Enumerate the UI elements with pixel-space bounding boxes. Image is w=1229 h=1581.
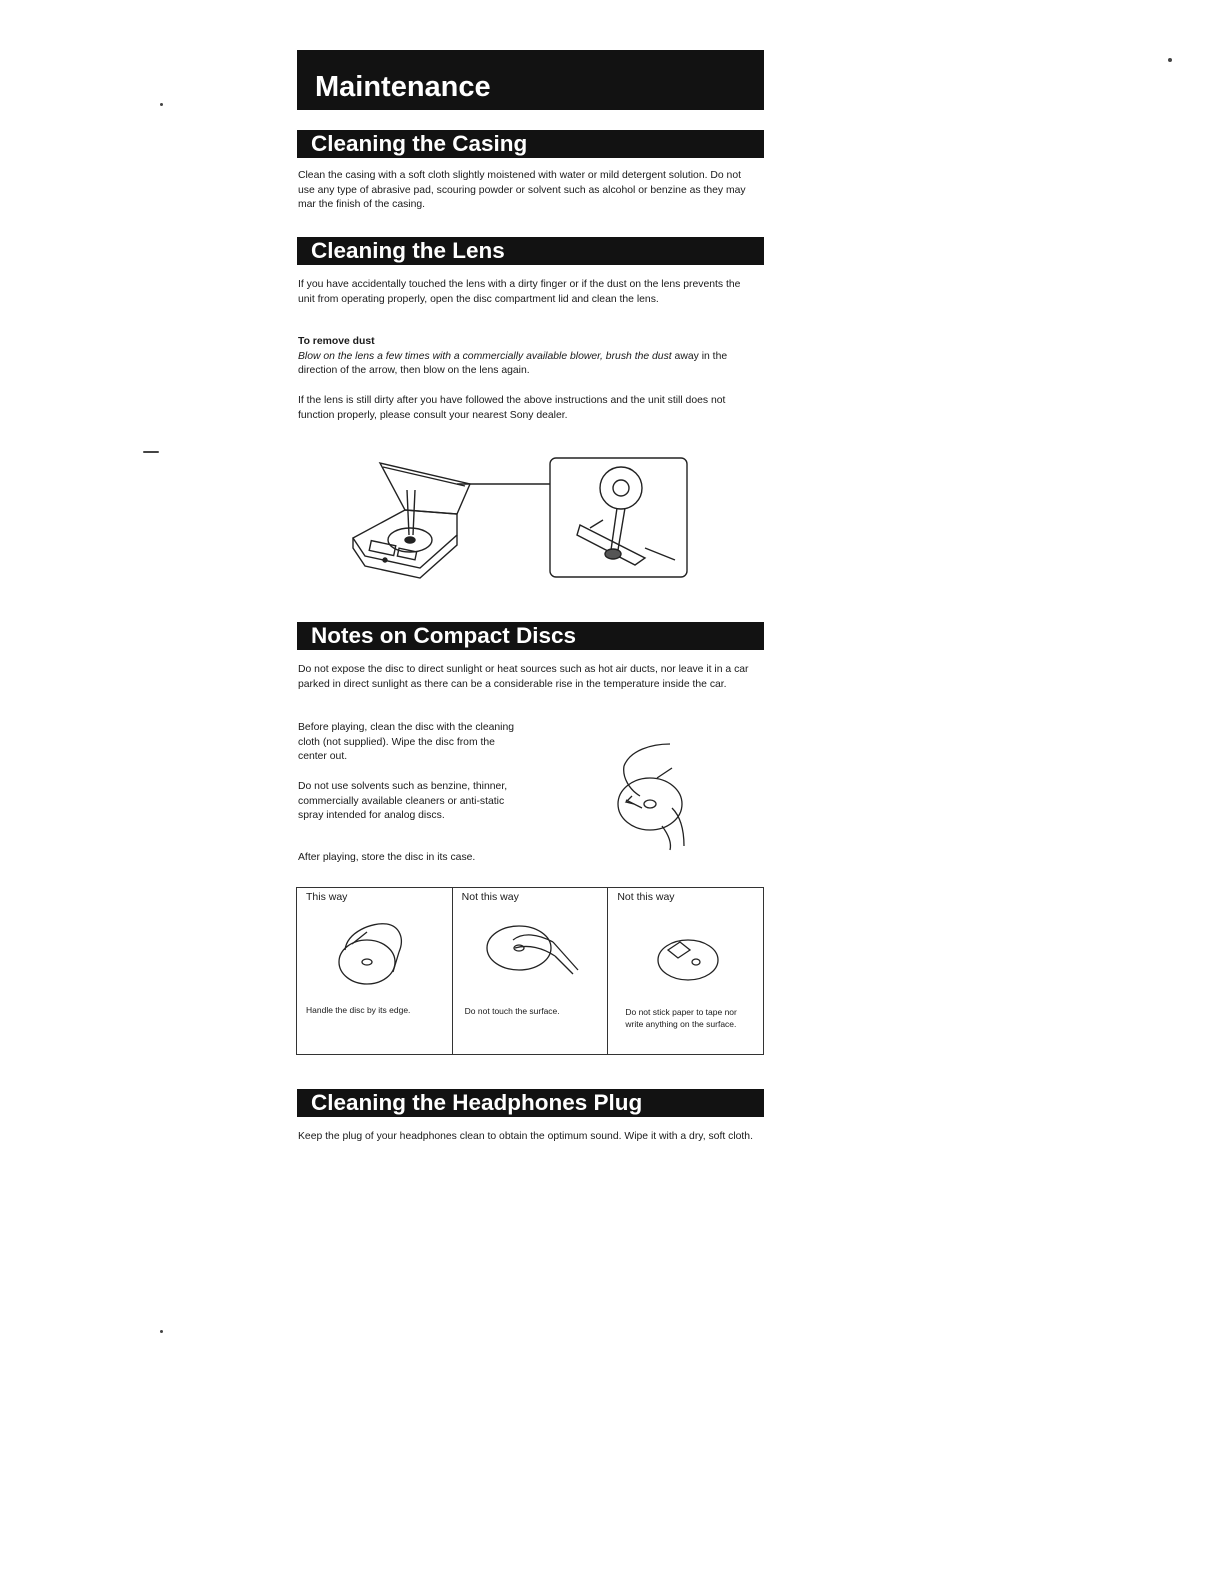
- discs-before-playing: Before playing, clean the disc with the cleaning cloth (not supplied). Wipe the disc from the center out.: [298, 722, 515, 762]
- cell-heading: Not this way: [461, 891, 519, 903]
- cell-caption: Do not touch the surface.: [464, 1006, 560, 1016]
- section-heading-plug: Cleaning the Headphones Plug: [297, 1089, 764, 1117]
- section-heading-lens: Cleaning the Lens: [297, 237, 764, 265]
- disc-with-paper-icon: [638, 912, 738, 992]
- remove-dust-text: away in the direction of the arrow, then blow on the lens again.: [298, 350, 728, 376]
- section-heading-casing: Cleaning the Casing: [297, 130, 764, 158]
- table-cell-this-way: [297, 888, 452, 1054]
- discs-after-playing: After playing, store the disc in its case.: [298, 852, 476, 863]
- hand-touching-disc-surface-icon: [483, 912, 593, 992]
- lens-still-dirty-paragraph: If the lens is still dirty after you have followed the above instructions and the unit still does not function properly, please consult your nearest Sony dealer.: [298, 395, 726, 421]
- scan-speck: [143, 451, 159, 453]
- section-heading-discs: Notes on Compact Discs: [297, 622, 764, 650]
- cell-heading: This way: [306, 891, 348, 903]
- remove-dust-heading: To remove dust: [298, 336, 375, 347]
- cell-caption: Handle the disc by its edge.: [306, 1005, 411, 1015]
- disc-wiping-illustration: [612, 738, 692, 853]
- casing-paragraph: Clean the casing with a soft cloth slightly moistened with water or mild detergent solution. Do not use any type of abrasive pad, scouring powder or solvent such as alcohol or benzine as they may mar the finish of the casing.: [298, 170, 746, 210]
- scan-speck: [160, 1330, 163, 1333]
- cd-player-lens-illustration: [345, 450, 695, 585]
- table-cell-not-this-way-touch: [452, 888, 608, 1054]
- cell-caption: Do not stick paper to tape nor write anything on the surface.: [625, 1007, 737, 1029]
- discs-paragraph: Do not expose the disc to direct sunlight or heat sources such as hot air ducts, nor leave it in a car parked in direct sunlight as there can be a considerable rise in the temperature inside the car.: [298, 664, 749, 690]
- discs-solvents: Do not use solvents such as benzine, thinner, commercially available cleaners or anti-static spray intended for analog discs.: [298, 781, 508, 821]
- scan-speck: [1168, 58, 1172, 62]
- plug-paragraph: Keep the plug of your headphones clean to obtain the optimum sound. Wipe it with a dry, soft cloth.: [298, 1131, 753, 1142]
- table-cell-not-this-way-paper: [607, 888, 763, 1054]
- remove-dust-text-italic: Blow on the lens a few times with a commercially available blower, brush the dust: [298, 350, 672, 362]
- page-title: Maintenance: [297, 50, 764, 110]
- cell-heading: Not this way: [617, 891, 675, 903]
- lens-paragraph: If you have accidentally touched the lens with a dirty finger or if the dust on the lens prevents the unit from operating properly, open the disc compartment lid and clean the lens.: [298, 279, 741, 305]
- hand-holding-disc-edge-icon: [327, 912, 427, 992]
- disc-handling-table: [296, 887, 764, 1055]
- scan-speck: [160, 103, 163, 106]
- remove-dust-block: [298, 335, 758, 379]
